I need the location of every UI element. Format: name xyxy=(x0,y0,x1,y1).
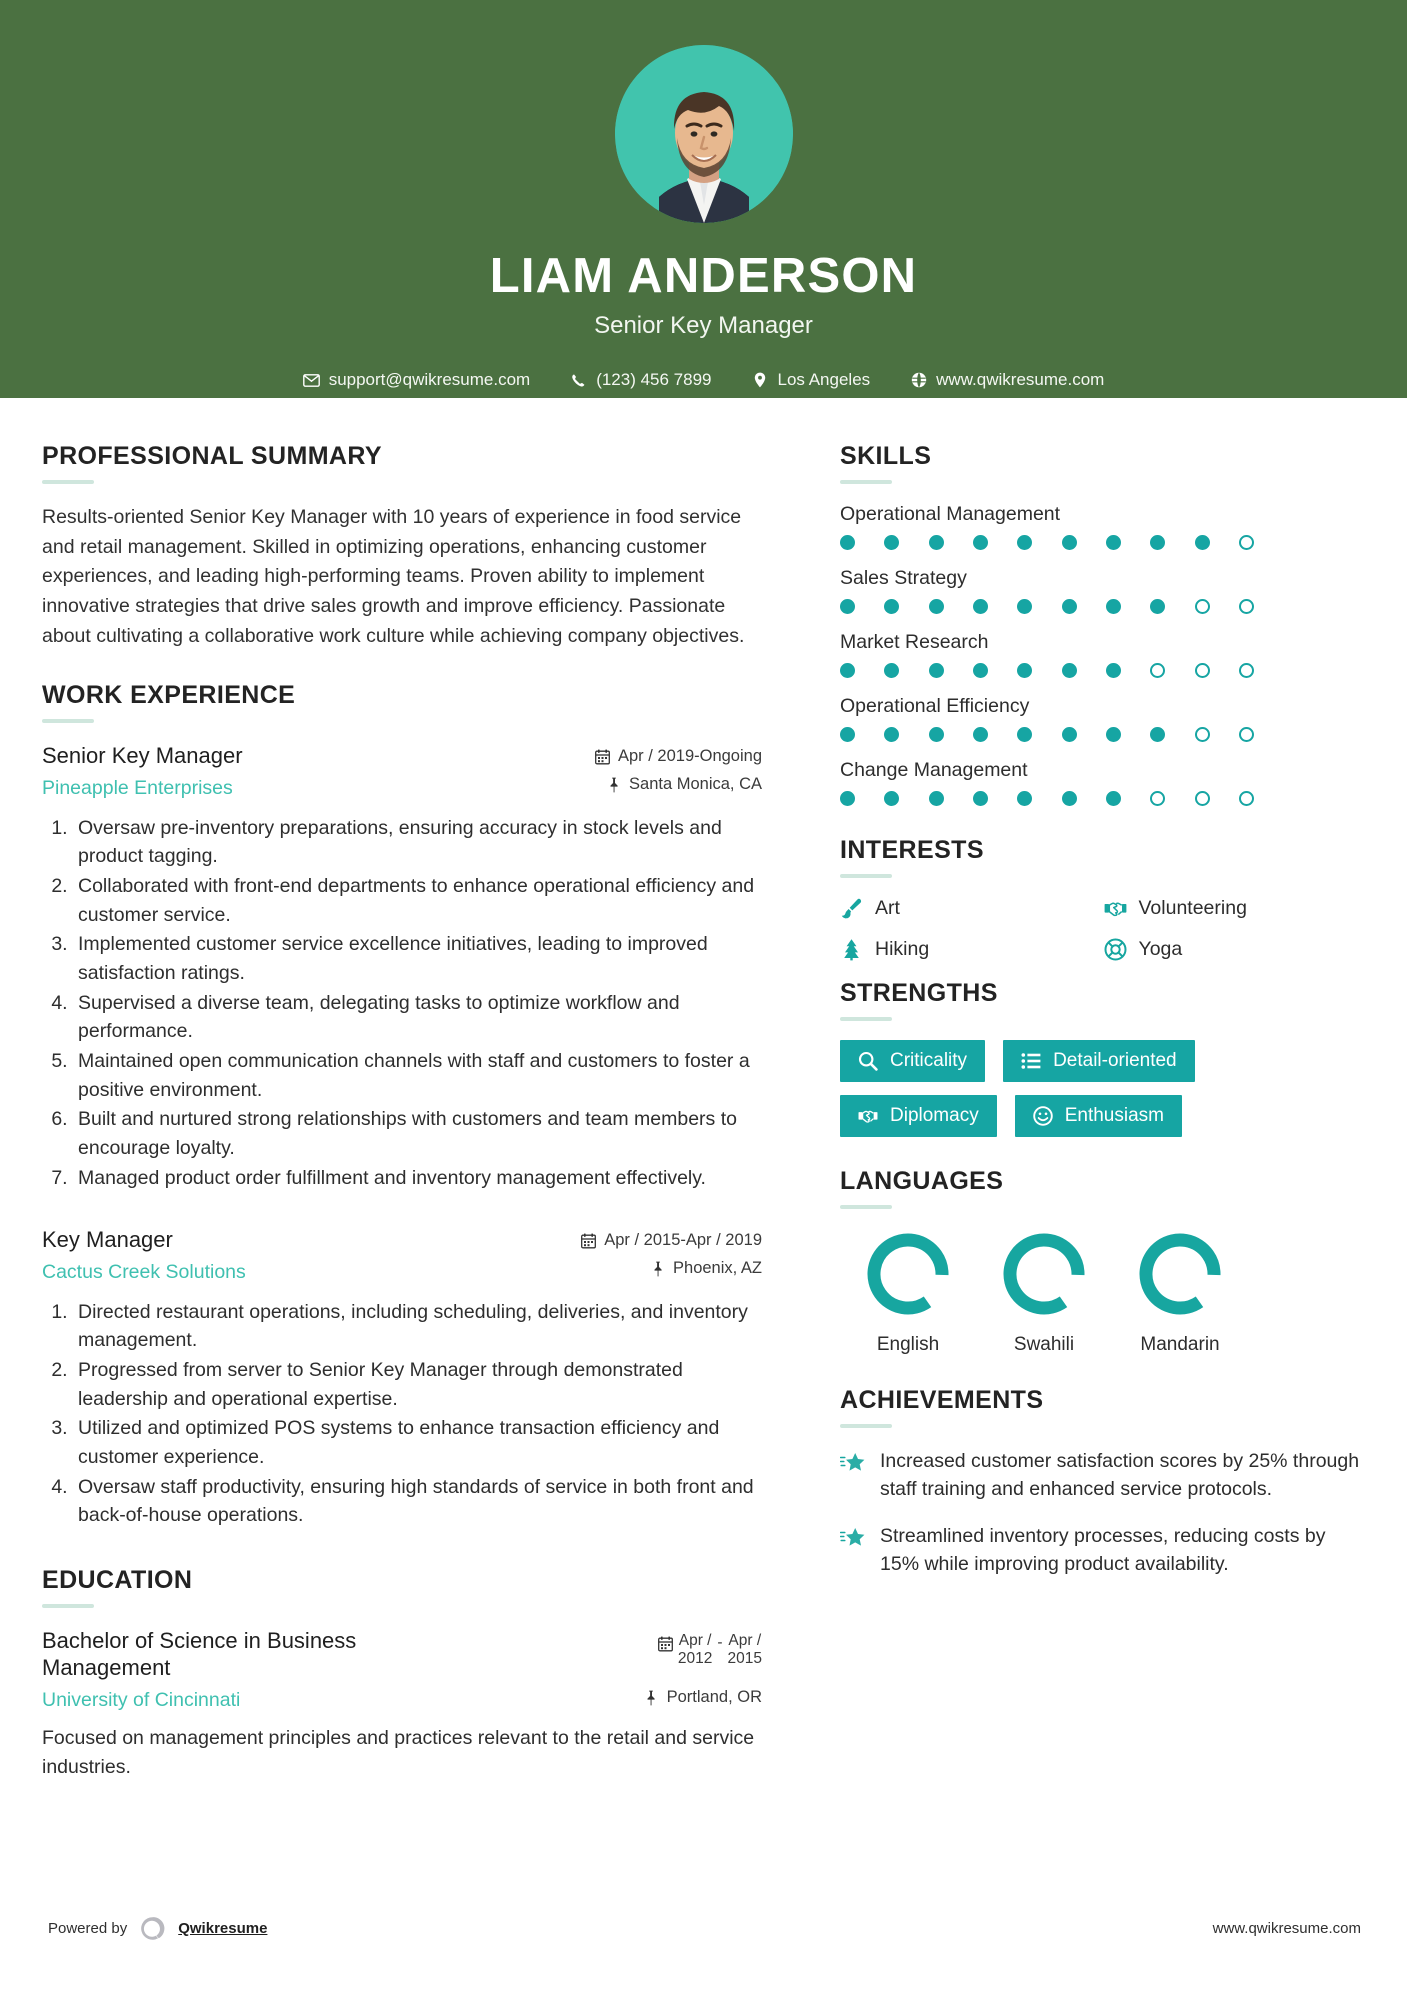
contact-website-text: www.qwikresume.com xyxy=(936,370,1105,390)
skill-dot-filled xyxy=(840,599,855,614)
job-date-text: Apr / 2019-Ongoing xyxy=(617,747,762,766)
skill-list xyxy=(840,503,1367,806)
skill-dot-filled xyxy=(884,727,899,742)
section-title-strengths: STRENGTHS xyxy=(840,979,998,1007)
work-entry xyxy=(42,742,762,1192)
achievement-text: Streamlined inventory processes, reducing costs by 15% while improving product availability. xyxy=(880,1524,1326,1575)
strength-chip xyxy=(840,1040,985,1082)
work-entry-titles xyxy=(42,1226,557,1284)
interest-label: Volunteering xyxy=(1138,897,1247,919)
achievement-text: Increased customer satisfaction scores by 25% through staff training and enhanced service protocols. xyxy=(880,1450,1360,1501)
education-entry-meta xyxy=(557,1627,762,1708)
skill-dot-filled xyxy=(1017,663,1032,678)
job-bullet: 7. Managed product order fulfillment and inventory management effectively. xyxy=(73,1164,762,1193)
skill-dot-filled xyxy=(929,791,944,806)
education-entries xyxy=(42,1627,762,1783)
work-entry-header xyxy=(42,1226,762,1284)
work-entries xyxy=(42,742,762,1530)
skill-dot-filled xyxy=(1195,535,1210,550)
job-bullet-list xyxy=(42,814,762,1193)
skill-rating xyxy=(840,599,1254,614)
skill-dot-filled xyxy=(1062,535,1077,550)
skill-dot-filled xyxy=(884,663,899,678)
skill-dot-filled xyxy=(1106,663,1121,678)
qwikresume-logo-icon xyxy=(139,1915,166,1942)
tree-icon xyxy=(840,938,863,961)
skill-label: Change Management xyxy=(840,759,1028,781)
calendar-icon xyxy=(581,1233,596,1249)
summary-text: Results-oriented Senior Key Manager with 10 years of experience in food service and retail management. Skilled in optimizing operations, enhancing customer experiences, and leading high-performing teams. Proven ability to implement innovative strategies that drive sales growth and improve efficiency. Passionate about cultivating a collaborative work culture while achieving company objectives. xyxy=(42,506,745,647)
strength-chip xyxy=(1015,1095,1182,1137)
strength-label: Criticality xyxy=(890,1050,968,1071)
education-date-separator: - xyxy=(717,1633,723,1651)
skill-dot-empty xyxy=(1195,791,1210,806)
skill-label: Market Research xyxy=(840,631,989,653)
skill-dot-filled xyxy=(1062,663,1077,678)
section-rule xyxy=(42,1604,94,1608)
pin-icon xyxy=(650,1261,665,1277)
skill-dot-filled xyxy=(973,791,988,806)
skill-dot-empty xyxy=(1150,791,1165,806)
interest-item xyxy=(840,938,1104,961)
magnifier-icon xyxy=(858,1051,878,1071)
globe-icon xyxy=(910,372,927,389)
job-bullet: 3. Utilized and optimized POS systems to enhance transaction efficiency and customer experience. xyxy=(73,1414,762,1471)
skill-dot-filled xyxy=(840,663,855,678)
job-location-line xyxy=(557,775,762,794)
job-location-line xyxy=(557,1259,762,1278)
skill-dot-filled xyxy=(929,599,944,614)
skill-rating xyxy=(840,791,1254,806)
education-location-text: Portland, OR xyxy=(666,1688,762,1707)
education-date-line xyxy=(557,1632,762,1669)
education-entry xyxy=(42,1627,762,1783)
education-description: Focused on management principles and practices relevant to the retail and service industries. xyxy=(42,1726,755,1779)
contact-website[interactable] xyxy=(910,370,1104,390)
language-item xyxy=(1112,1228,1248,1356)
education-start-date: Apr / 2012 xyxy=(677,1631,713,1668)
smiley-icon xyxy=(1033,1106,1053,1126)
skill-dot-empty xyxy=(1239,535,1254,550)
section-professional-summary xyxy=(42,442,762,651)
skill-dot-filled xyxy=(1017,727,1032,742)
section-rule xyxy=(42,480,94,484)
star-badge-icon xyxy=(840,1525,866,1551)
right-column xyxy=(810,398,1407,1782)
job-bullet-list xyxy=(42,1298,762,1530)
skill-dot-filled xyxy=(840,535,855,550)
strength-chip xyxy=(1003,1040,1195,1082)
pin-icon xyxy=(644,1690,659,1706)
education-end-date: Apr / 2015 xyxy=(727,1631,762,1668)
skill-dot-empty xyxy=(1195,599,1210,614)
star-badge-icon xyxy=(840,1450,866,1476)
education-location-line xyxy=(557,1688,762,1707)
footer-website[interactable]: www.qwikresume.com xyxy=(1212,1920,1361,1937)
skill-dot-filled xyxy=(1150,535,1165,550)
skill-dot-empty xyxy=(1239,791,1254,806)
page-footer xyxy=(0,1915,1407,1942)
skill-label: Sales Strategy xyxy=(840,567,967,589)
envelope-icon xyxy=(303,372,320,389)
skill-dot-empty xyxy=(1239,599,1254,614)
section-rule xyxy=(42,719,94,723)
qwikresume-brand-link[interactable]: Qwikresume xyxy=(178,1920,268,1937)
skill-dot-empty xyxy=(1195,727,1210,742)
strength-chip xyxy=(840,1095,997,1137)
degree-title: Bachelor of Science in Business Management xyxy=(42,1627,357,1681)
skill-dot-filled xyxy=(1106,599,1121,614)
handshake-icon xyxy=(1104,897,1127,920)
work-entry-header xyxy=(42,742,762,800)
skill-dot-filled xyxy=(973,535,988,550)
interest-label: Art xyxy=(875,897,900,919)
interest-label: Hiking xyxy=(875,938,930,960)
language-item xyxy=(976,1228,1112,1356)
interest-item xyxy=(1104,897,1368,920)
work-entry-meta xyxy=(557,742,762,794)
section-title-work: WORK EXPERIENCE xyxy=(42,681,296,710)
skill-dot-filled xyxy=(1062,727,1077,742)
interest-list xyxy=(840,897,1367,979)
skill-dot-empty xyxy=(1239,663,1254,678)
section-rule xyxy=(840,1017,892,1021)
job-date-text: Apr / 2015-Apr / 2019 xyxy=(604,1231,762,1250)
skill-dot-filled xyxy=(929,663,944,678)
language-donut-chart xyxy=(862,1228,954,1320)
language-label: Swahili xyxy=(1013,1334,1075,1355)
page-title: LIAM ANDERSON xyxy=(489,249,918,303)
skill-dot-filled xyxy=(884,535,899,550)
job-company: Pineapple Enterprises xyxy=(42,776,233,799)
section-title-achievements: ACHIEVEMENTS xyxy=(840,1386,1044,1414)
job-bullet: 1. Oversaw pre-inventory preparations, ensuring accuracy in stock levels and product tagging. xyxy=(73,814,762,871)
job-role-subtitle: Senior Key Manager xyxy=(594,312,813,340)
lifebuoy-icon xyxy=(1104,938,1127,961)
phone-icon xyxy=(570,372,587,389)
skill-dot-empty xyxy=(1239,727,1254,742)
section-skills xyxy=(840,442,1367,806)
job-location-text: Santa Monica, CA xyxy=(629,775,762,794)
calendar-icon xyxy=(595,749,610,765)
skill-dot-filled xyxy=(973,599,988,614)
avatar-photo xyxy=(615,45,793,223)
skill-dot-empty xyxy=(1195,663,1210,678)
skill-dot-filled xyxy=(973,727,988,742)
contact-phone[interactable] xyxy=(570,370,711,390)
section-strengths xyxy=(840,979,1367,1137)
skill-dot-filled xyxy=(1017,535,1032,550)
school-name: University of Cincinnati xyxy=(42,1688,241,1711)
interest-label: Yoga xyxy=(1138,938,1183,960)
skill-label: Operational Efficiency xyxy=(840,695,1030,717)
job-bullet: 6. Built and nurtured strong relationships with customers and team members to encourage loyalty. xyxy=(73,1105,762,1162)
skill-rating xyxy=(840,663,1254,678)
contact-email-text: support@qwikresume.com xyxy=(328,370,531,390)
job-bullet: 2. Collaborated with front-end departments to enhance operational efficiency and customer service. xyxy=(73,872,762,929)
skill-dot-filled xyxy=(1062,791,1077,806)
handshake-icon xyxy=(858,1106,878,1126)
job-bullet: 3. Implemented customer service excellence initiatives, leading to improved satisfaction ratings. xyxy=(73,930,762,987)
strength-list xyxy=(840,1040,1367,1137)
skill-label: Operational Management xyxy=(840,503,1061,525)
location-pin-icon xyxy=(752,372,769,389)
powered-by-label: Powered by xyxy=(48,1920,128,1937)
job-date-line xyxy=(557,747,762,766)
contact-location xyxy=(752,370,871,390)
work-entry-meta xyxy=(557,1226,762,1278)
achievement-item xyxy=(840,1447,1367,1504)
pin-icon xyxy=(606,777,621,793)
calendar-icon xyxy=(658,1636,673,1652)
language-label: English xyxy=(876,1334,940,1355)
job-bullet: 5. Maintained open communication channels with staff and customers to foster a positive environment. xyxy=(73,1047,762,1104)
skill-dot-filled xyxy=(1017,791,1032,806)
skill-dot-filled xyxy=(1150,727,1165,742)
section-achievements xyxy=(840,1386,1367,1578)
left-column xyxy=(0,398,810,1782)
section-languages xyxy=(840,1167,1367,1356)
skill-dot-filled xyxy=(929,535,944,550)
skill-dot-filled xyxy=(973,663,988,678)
contact-location-text: Los Angeles xyxy=(777,370,871,390)
section-title-summary: PROFESSIONAL SUMMARY xyxy=(42,442,382,470)
list-icon xyxy=(1021,1051,1041,1071)
strength-label: Enthusiasm xyxy=(1064,1105,1164,1126)
skill-dot-filled xyxy=(1150,599,1165,614)
job-bullet: 4. Supervised a diverse team, delegating tasks to optimize workflow and performance. xyxy=(73,989,762,1046)
skill-dot-filled xyxy=(1017,599,1032,614)
section-rule xyxy=(840,480,892,484)
skill-dot-filled xyxy=(1062,599,1077,614)
language-donut-chart xyxy=(998,1228,1090,1320)
resume-header xyxy=(0,0,1407,398)
section-title-languages: LANGUAGES xyxy=(840,1167,1004,1195)
language-donut-chart xyxy=(1134,1228,1226,1320)
paintbrush-icon xyxy=(840,897,863,920)
section-rule xyxy=(840,874,892,878)
skill-rating xyxy=(840,535,1254,550)
skill-dot-filled xyxy=(884,599,899,614)
section-title-interests: INTERESTS xyxy=(840,836,984,864)
contact-phone-text: (123) 456 7899 xyxy=(596,370,712,390)
work-entry xyxy=(42,1226,762,1530)
interest-item xyxy=(1104,938,1368,961)
job-bullet: 2. Progressed from server to Senior Key Manager through demonstrated leadership and operational expertise. xyxy=(73,1356,762,1413)
education-entry-titles xyxy=(42,1627,557,1712)
skill-rating xyxy=(840,727,1254,742)
job-location-text: Phoenix, AZ xyxy=(673,1259,762,1278)
language-item xyxy=(840,1228,976,1356)
job-date-line xyxy=(557,1231,762,1250)
section-rule xyxy=(840,1205,892,1209)
section-title-education: EDUCATION xyxy=(42,1565,193,1594)
skill-dot-filled xyxy=(840,727,855,742)
contact-email[interactable] xyxy=(303,370,531,390)
avatar xyxy=(615,45,793,223)
strength-label: Detail-oriented xyxy=(1053,1050,1177,1071)
education-entry-header xyxy=(42,1627,762,1712)
interest-item xyxy=(840,897,1104,920)
skill-dot-empty xyxy=(1150,663,1165,678)
skill-dot-filled xyxy=(1106,727,1121,742)
achievement-list xyxy=(840,1447,1367,1578)
job-bullet: 4. Oversaw staff productivity, ensuring high standards of service in both front and back-of-house operations. xyxy=(73,1473,762,1530)
job-title: Senior Key Manager xyxy=(42,743,243,769)
section-education xyxy=(42,1566,762,1783)
skill-dot-filled xyxy=(884,791,899,806)
job-bullet: 1. Directed restaurant operations, including scheduling, deliveries, and inventory management. xyxy=(73,1298,762,1355)
work-entry-titles xyxy=(42,742,557,800)
powered-by-block xyxy=(48,1915,267,1942)
skill-dot-filled xyxy=(1106,535,1121,550)
skill-dot-filled xyxy=(929,727,944,742)
language-list xyxy=(840,1228,1367,1356)
job-title: Key Manager xyxy=(42,1227,173,1253)
achievement-item xyxy=(840,1522,1367,1579)
strength-label: Diplomacy xyxy=(890,1105,979,1126)
skill-dot-filled xyxy=(1106,791,1121,806)
section-title-skills: SKILLS xyxy=(840,442,932,470)
job-company: Cactus Creek Solutions xyxy=(42,1260,246,1283)
section-work-experience xyxy=(42,681,762,1530)
section-rule xyxy=(840,1424,892,1428)
language-label: Mandarin xyxy=(1140,1334,1220,1355)
section-interests xyxy=(840,836,1367,979)
skill-dot-filled xyxy=(840,791,855,806)
contact-row xyxy=(303,370,1105,390)
